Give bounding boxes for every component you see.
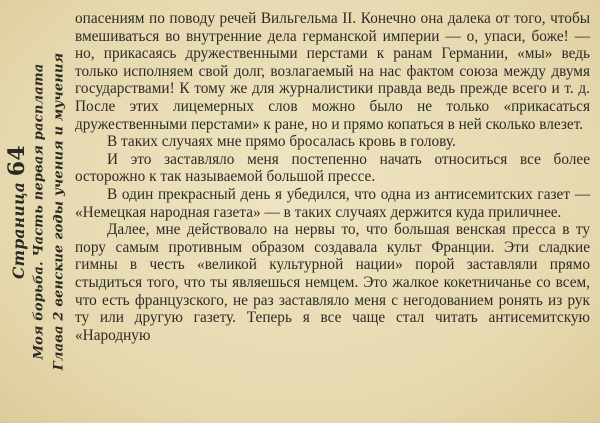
part-title-line	[28, 0, 50, 423]
body-text	[75, 10, 590, 344]
paragraph: В таких случаях мне прямо бросалась кровь в голову.	[107, 133, 456, 151]
paragraph: И это заставляло меня постепенно начать относиться все более осторожно к так называемой большой прессе.	[75, 150, 590, 186]
paragraph: Далее, мне действовало на нервы то, что большая венская пресса в ту пору самым противным образом создавала культ Франции. Эти сладкие гимны в честь «великой культурной нации» порой заставляли прямо стыдиться того, что ты являешься немцем. Это жалкое кокетничанье со всем, что есть французского, не раз заставляло меня с негодованием ронять из рук ту или другую газету. Теперь я все чаще стал читать антисемитскую «Народную	[75, 221, 590, 344]
page-number: 64	[4, 144, 31, 176]
paragraph: опасениям по поводу речей Вильгельма II. Конечно она далека от того, чтобы вмешиваться во внутренние дела германской империи — о, упаси, боже! — но, прикасаясь дружественными перстами к ранам Германии, «мы» ведь только исполняем свой долг, возлагаемый на нас фактом союза между двумя государствами! К тому же для журналистики правда ведь прежде всего и т. д. После этих лицемерных слов можно было не только «прикасаться дружественными перстами» к ране, но и прямо копаться в ней сколько влезет.	[75, 10, 590, 133]
page-label: Страница	[9, 181, 29, 279]
page-label-line	[4, 0, 31, 423]
chapter-title: Глава 2 венские годы учения и мучения	[51, 52, 67, 371]
vertical-running-header	[2, 0, 70, 423]
chapter-title-line	[48, 0, 70, 423]
part-title: Моя борьба. Часть первая расплата	[31, 63, 47, 360]
paragraph: В один прекрасный день я убедился, что одна из антисемитских газет — «Немецкая народная газета» — в таких случаях держится куда приличнее.	[75, 185, 590, 221]
